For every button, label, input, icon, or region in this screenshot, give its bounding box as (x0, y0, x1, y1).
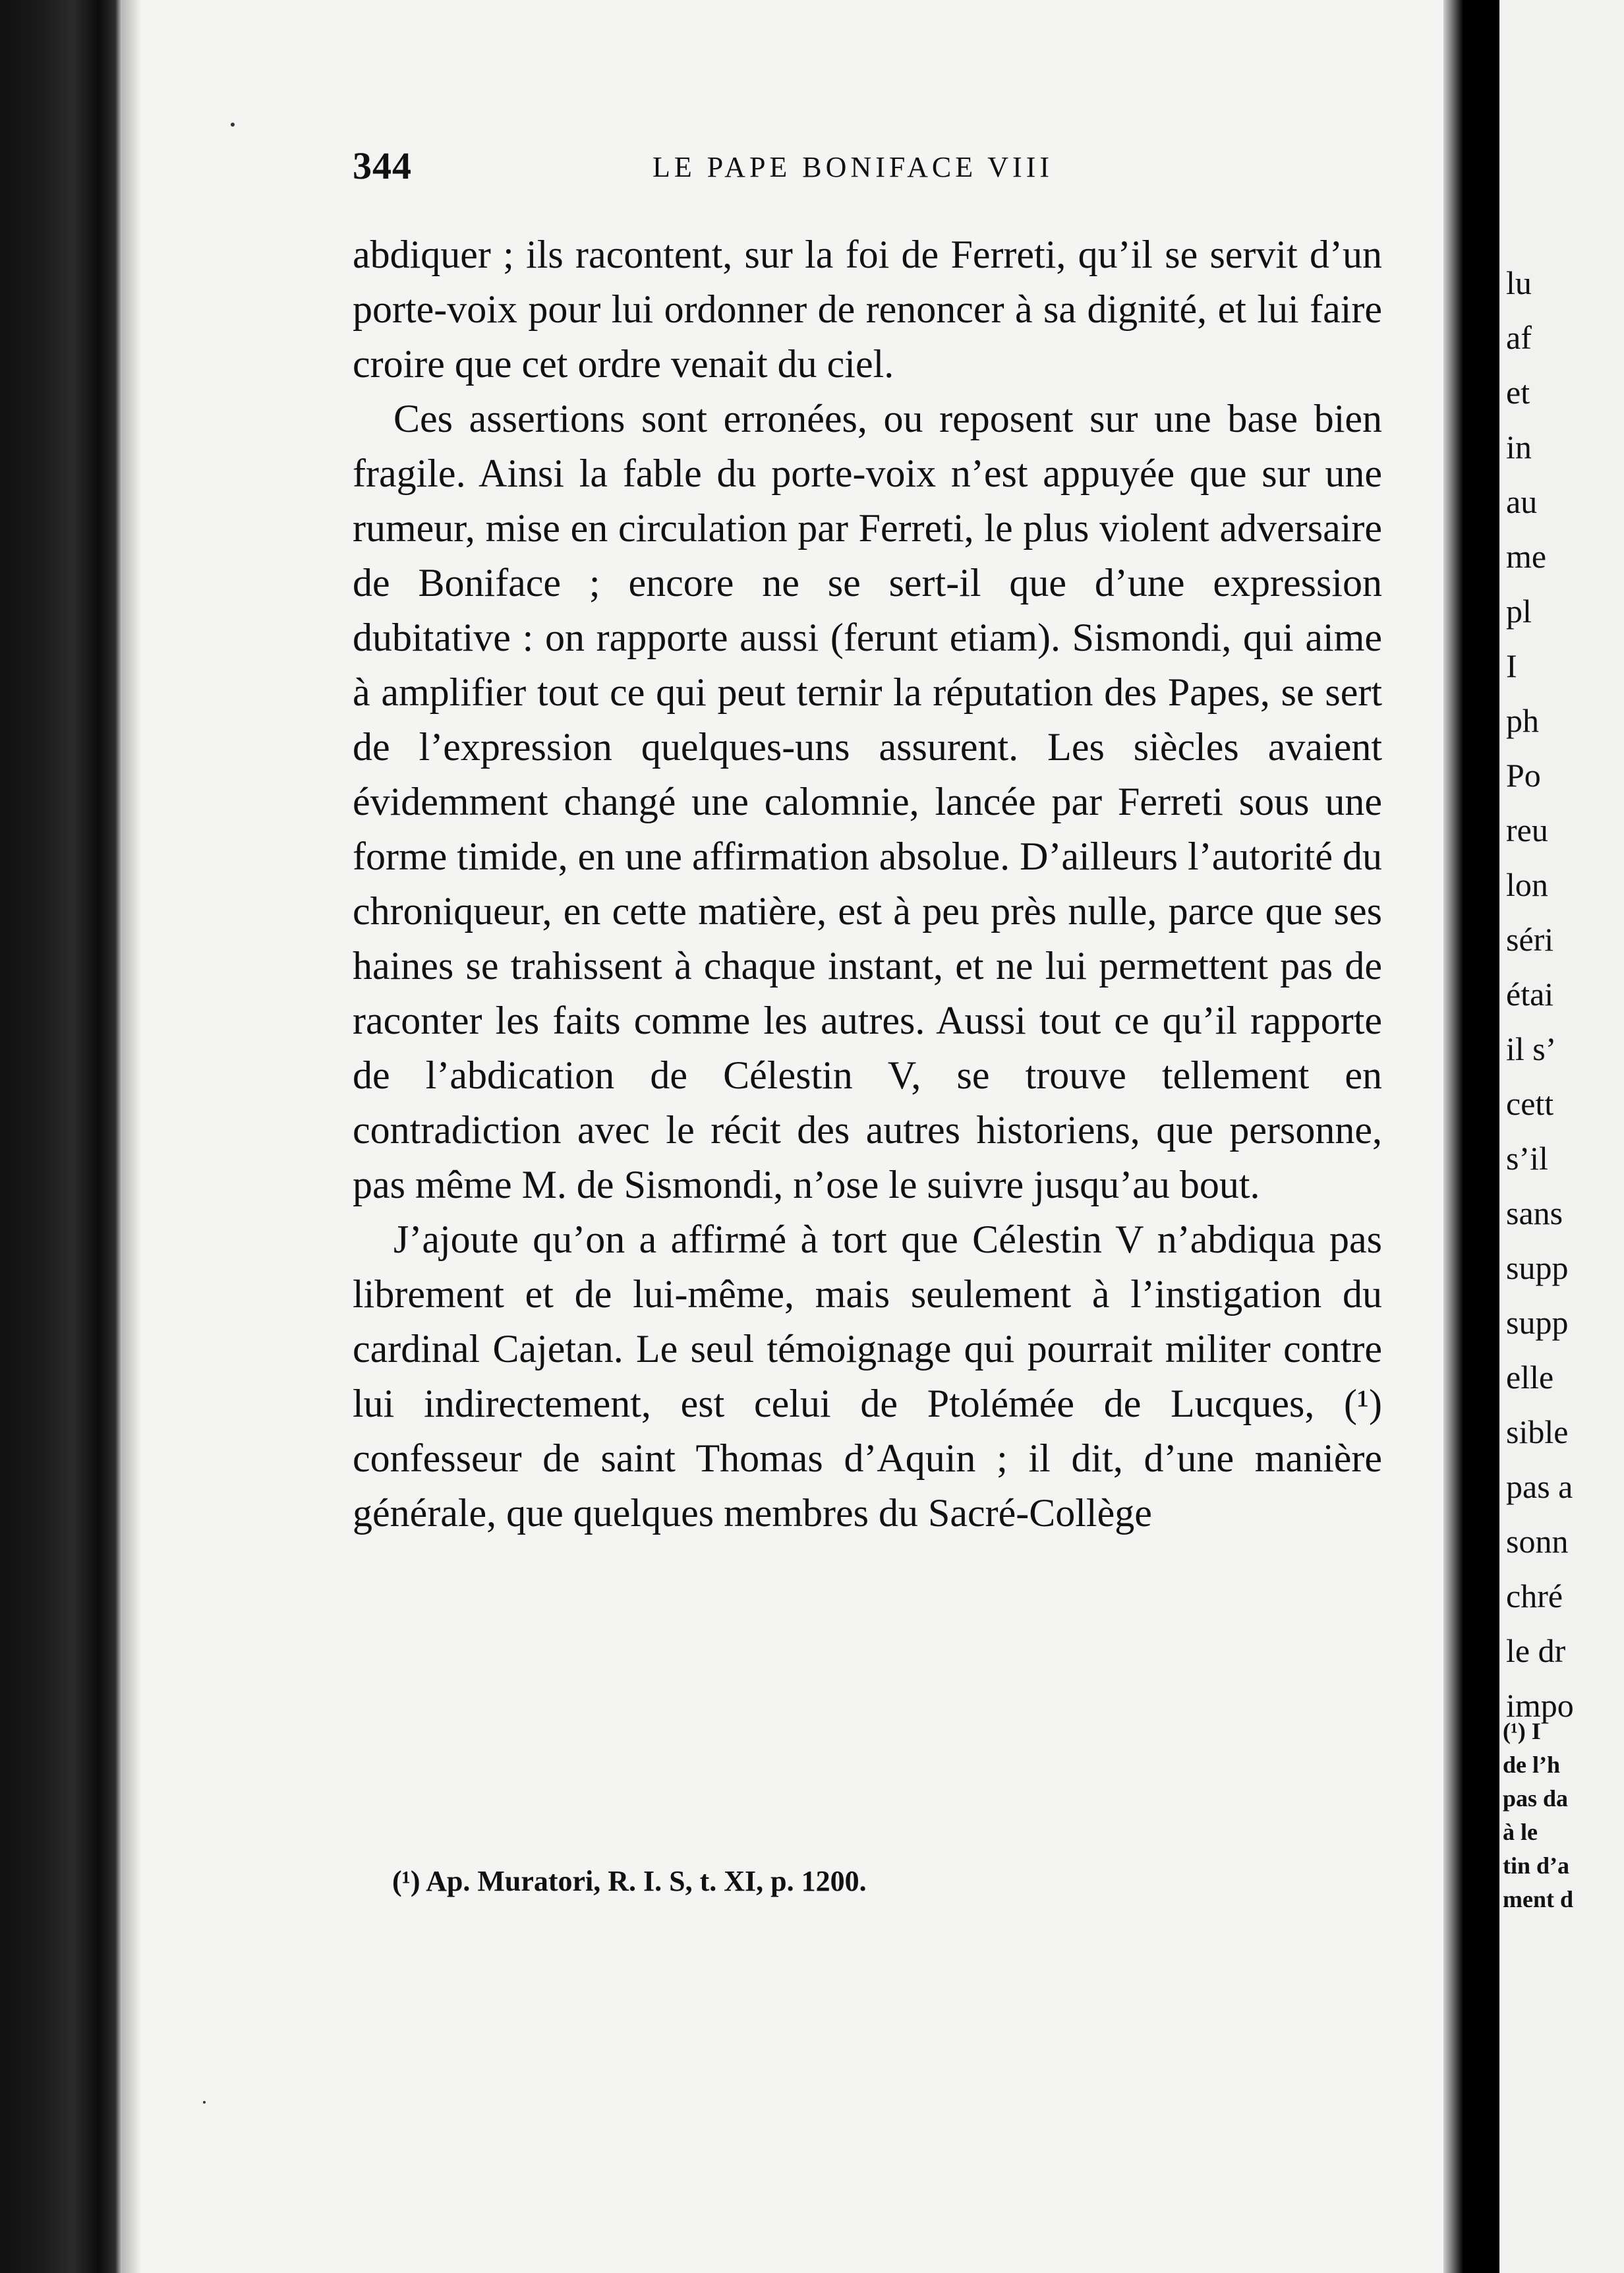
facing-page-line: chré (1506, 1578, 1563, 1614)
facing-page-line: sonn (1506, 1523, 1569, 1560)
facing-page (1499, 0, 1624, 2273)
facing-page-line: lon (1506, 866, 1548, 903)
facing-page-line: af (1506, 319, 1532, 356)
facing-page-line: pl (1506, 593, 1532, 630)
facing-page-line: il s’ (1506, 1030, 1557, 1067)
facing-page-line: lu (1506, 264, 1532, 301)
running-title: LE PAPE BONIFACE VIII (652, 151, 1054, 183)
facing-page-line: impo (1506, 1687, 1574, 1724)
facing-page-line: reu (1506, 812, 1548, 848)
facing-page-line: au (1506, 483, 1538, 520)
footnote: (¹) Ap. Muratori, R. I. S, t. XI, p. 1200. (392, 1865, 867, 1897)
page-gutter (1443, 0, 1499, 2273)
facing-page-line: Po (1506, 757, 1541, 794)
page-shadow (122, 0, 142, 2273)
facing-page-line: ph (1506, 702, 1539, 739)
facing-page-line: et (1506, 374, 1530, 411)
facing-page-line: étai (1506, 976, 1554, 1013)
ink-speck (203, 2101, 206, 2104)
facing-page-footnote-line: de l’h (1503, 1752, 1561, 1778)
facing-page-line: in (1506, 428, 1532, 465)
paragraph-3: J’ajoute qu’on a affirmé à tort que Célestin V n’abdiqua pas librement et de lui-même, mais seulement à l’instigation du cardinal Cajetan. Le seul témoignage qui pourrait militer contre lui indirectement, est celui de Ptolémée de Lucques, (¹) confesseur de saint Thomas d’Aquin ; il dit, d’une manière générale, que quelques membres du Sacré-Collège (353, 1218, 1382, 1535)
paragraph-2: Ces assertions sont erronées, ou reposent sur une base bien fragile. Ainsi la fable du porte-voix n’est appuyée que sur une rumeur, mise en circulation par Ferreti, le plus violent adversaire de Boniface ; encore ne se sert-il que d’une expression dubitative : on rapporte aussi (ferunt etiam). Sismondi, qui aime à amplifier tout ce qui peut ternir la réputation des Papes, se sert de l’expression quelques-uns assurent. Les siècles avaient évidemment changé une calomnie, lancée par Ferreti sous une forme timide, en une affirmation absolue. D’ailleurs l’autorité du chroniqueur, en cette matière, est à peu près nulle, parce que ses haines se trahissent à chaque instant, et ne lui permettent pas de raconter les faits comme les autres. Aussi tout ce qu’il rapporte de l’abdication de Célestin V, se trouve tellement en contradiction avec le récit des autres historiens, que personne, pas même M. de Sismondi, n’ose le suivre jusqu’au bout. (353, 397, 1382, 1206)
facing-page-line: pas a (1506, 1468, 1573, 1505)
paragraph-1: abdiquer ; ils racontent, sur la foi de Ferreti, qu’il se servit d’un porte-voix pour lui ordonner de renoncer à sa dignité, et lui faire croire que cet ordre venait du ciel. (353, 233, 1382, 386)
facing-page-footnote-line: ment d (1503, 1886, 1573, 1912)
facing-page-footnote-line: tin d’a (1503, 1852, 1570, 1879)
facing-page-line: séri (1506, 921, 1554, 958)
body-text (353, 227, 1382, 1541)
facing-page-line: I (1506, 647, 1517, 684)
ink-speck (231, 123, 235, 127)
facing-page-footnote-line: (¹) I (1503, 1718, 1541, 1744)
facing-page-footnote-line: pas da (1503, 1785, 1569, 1812)
facing-page-line: supp (1506, 1304, 1569, 1341)
facing-page-footnote-line: à le (1503, 1819, 1538, 1845)
facing-page-line: supp (1506, 1249, 1569, 1286)
facing-page-line: me (1506, 538, 1547, 575)
page-number: 344 (353, 144, 412, 187)
facing-page-line: le dr (1506, 1632, 1566, 1669)
facing-page-line: sans (1506, 1195, 1563, 1231)
facing-page-line: s’il (1506, 1140, 1548, 1177)
facing-page-line: sible (1506, 1413, 1569, 1450)
facing-page-line: elle (1506, 1359, 1554, 1396)
book-binding (0, 0, 122, 2273)
facing-page-line: cett (1506, 1085, 1554, 1122)
